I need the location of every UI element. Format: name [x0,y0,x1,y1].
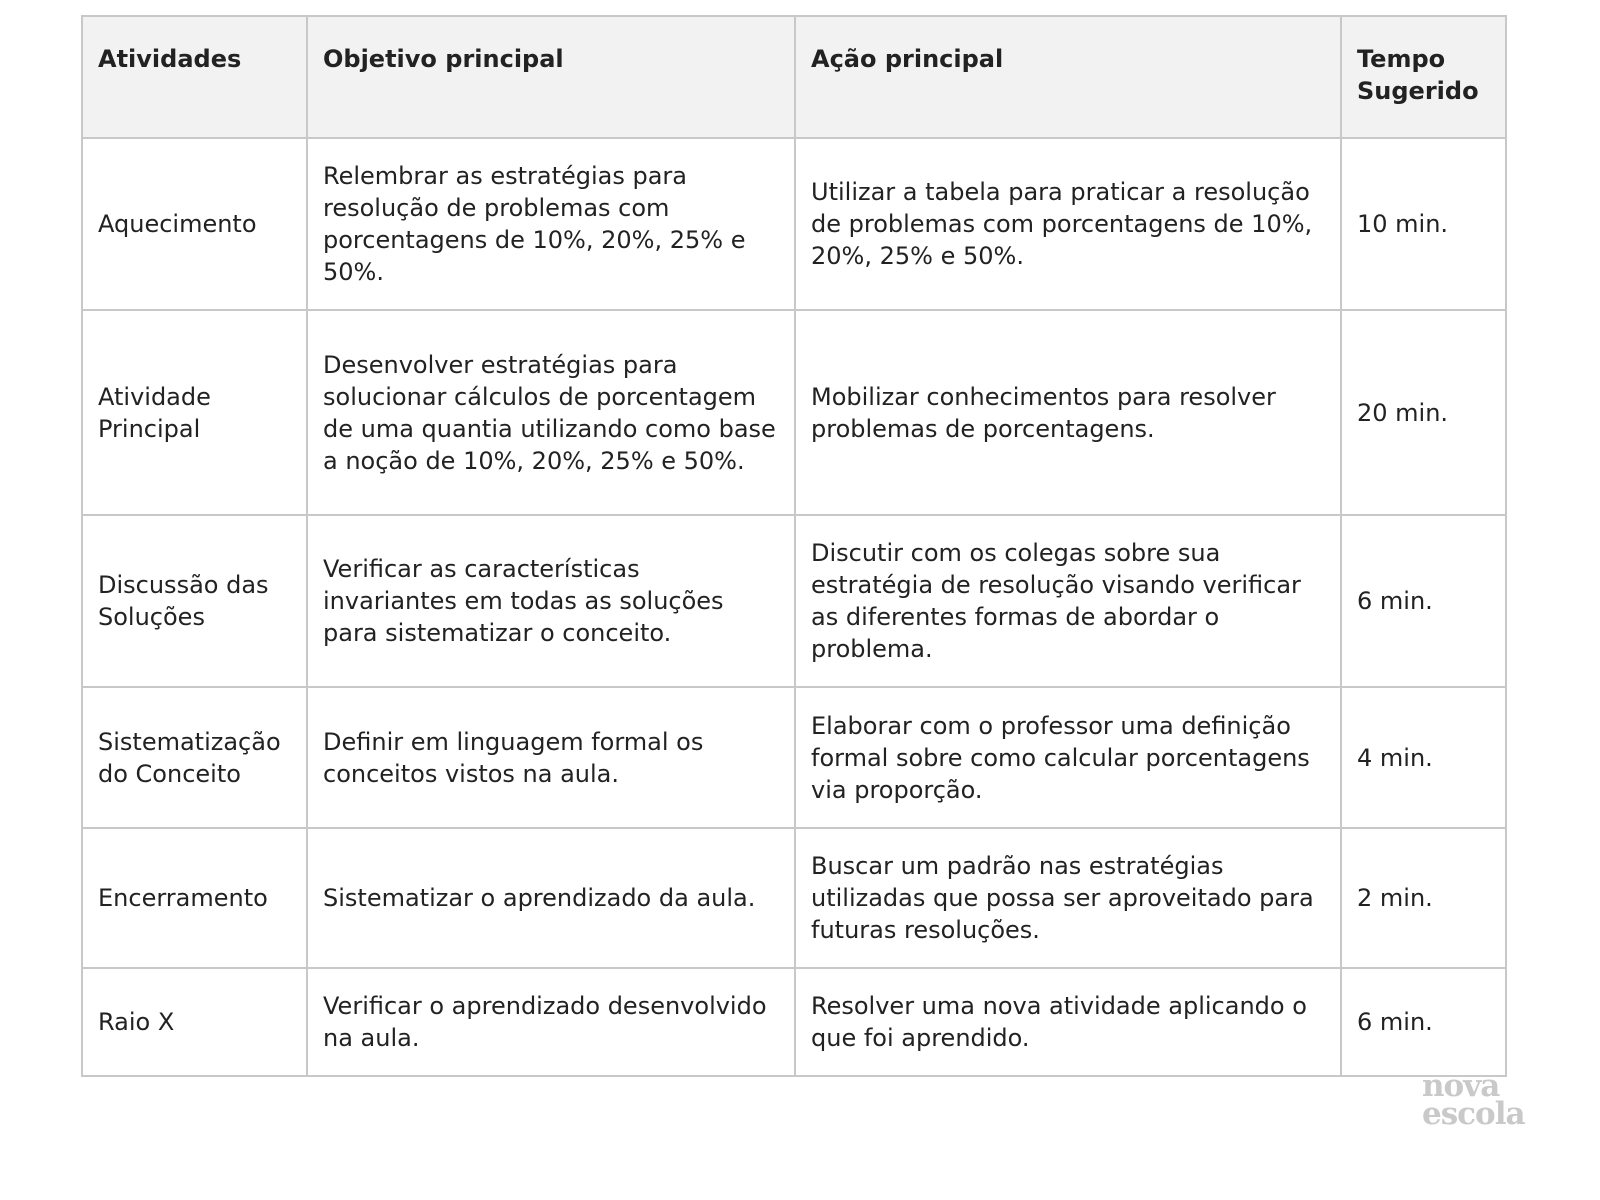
cell-tempo: 6 min. [1341,515,1506,687]
table-row [82,687,1506,828]
cell-atividade: Raio X [82,968,307,1076]
table-row [82,138,1506,310]
cell-acao: Discutir com os colegas sobre sua estratégia de resolução visando verificar as diferentes formas de abordar o problema. [795,515,1341,687]
cell-acao: Mobilizar conhecimentos para resolver problemas de porcentagens. [795,310,1341,515]
cell-acao: Resolver uma nova atividade aplicando o que foi aprendido. [795,968,1341,1076]
cell-atividade: Atividade Principal [82,310,307,515]
logo-line-escola: escola [1422,1096,1525,1132]
cell-atividade: Aquecimento [82,138,307,310]
cell-objetivo: Definir em linguagem formal os conceitos vistos na aula. [307,687,795,828]
cell-tempo: 10 min. [1341,138,1506,310]
cell-objetivo: Sistematizar o aprendizado da aula. [307,828,795,968]
table-row [82,310,1506,515]
header-atividades: Atividades [82,16,307,138]
cell-objetivo: Verificar as características invariantes em todas as soluções para sistematizar o conceito. [307,515,795,687]
cell-objetivo: Verificar o aprendizado desenvolvido na aula. [307,968,795,1076]
logo-line-nova: nova [1422,1068,1500,1104]
header-tempo-sugerido: Tempo Sugerido [1341,16,1506,138]
table-header-row [82,16,1506,138]
cell-atividade: Sistematização do Conceito [82,687,307,828]
table-row [82,828,1506,968]
cell-tempo: 4 min. [1341,687,1506,828]
header-objetivo-principal: Objetivo principal [307,16,795,138]
nova-escola-logo [1422,1068,1542,1132]
cell-acao: Utilizar a tabela para praticar a resolução de problemas com porcentagens de 10%, 20%, 25% e 50%. [795,138,1341,310]
cell-acao: Buscar um padrão nas estratégias utilizadas que possa ser aproveitado para futuras resoluções. [795,828,1341,968]
cell-acao: Elaborar com o professor uma definição formal sobre como calcular porcentagens via proporção. [795,687,1341,828]
cell-objetivo: Desenvolver estratégias para solucionar cálculos de porcentagem de uma quantia utilizando como base a noção de 10%, 20%, 25% e 50%. [307,310,795,515]
cell-tempo: 20 min. [1341,310,1506,515]
header-acao-principal: Ação principal [795,16,1341,138]
cell-atividade: Encerramento [82,828,307,968]
table-row [82,515,1506,687]
cell-tempo: 2 min. [1341,828,1506,968]
cell-atividade: Discussão das Soluções [82,515,307,687]
lesson-plan-table [81,15,1507,1077]
cell-objetivo: Relembrar as estratégias para resolução de problemas com porcentagens de 10%, 20%, 25% e 50%. [307,138,795,310]
cell-tempo: 6 min. [1341,968,1506,1076]
table-row [82,968,1506,1076]
